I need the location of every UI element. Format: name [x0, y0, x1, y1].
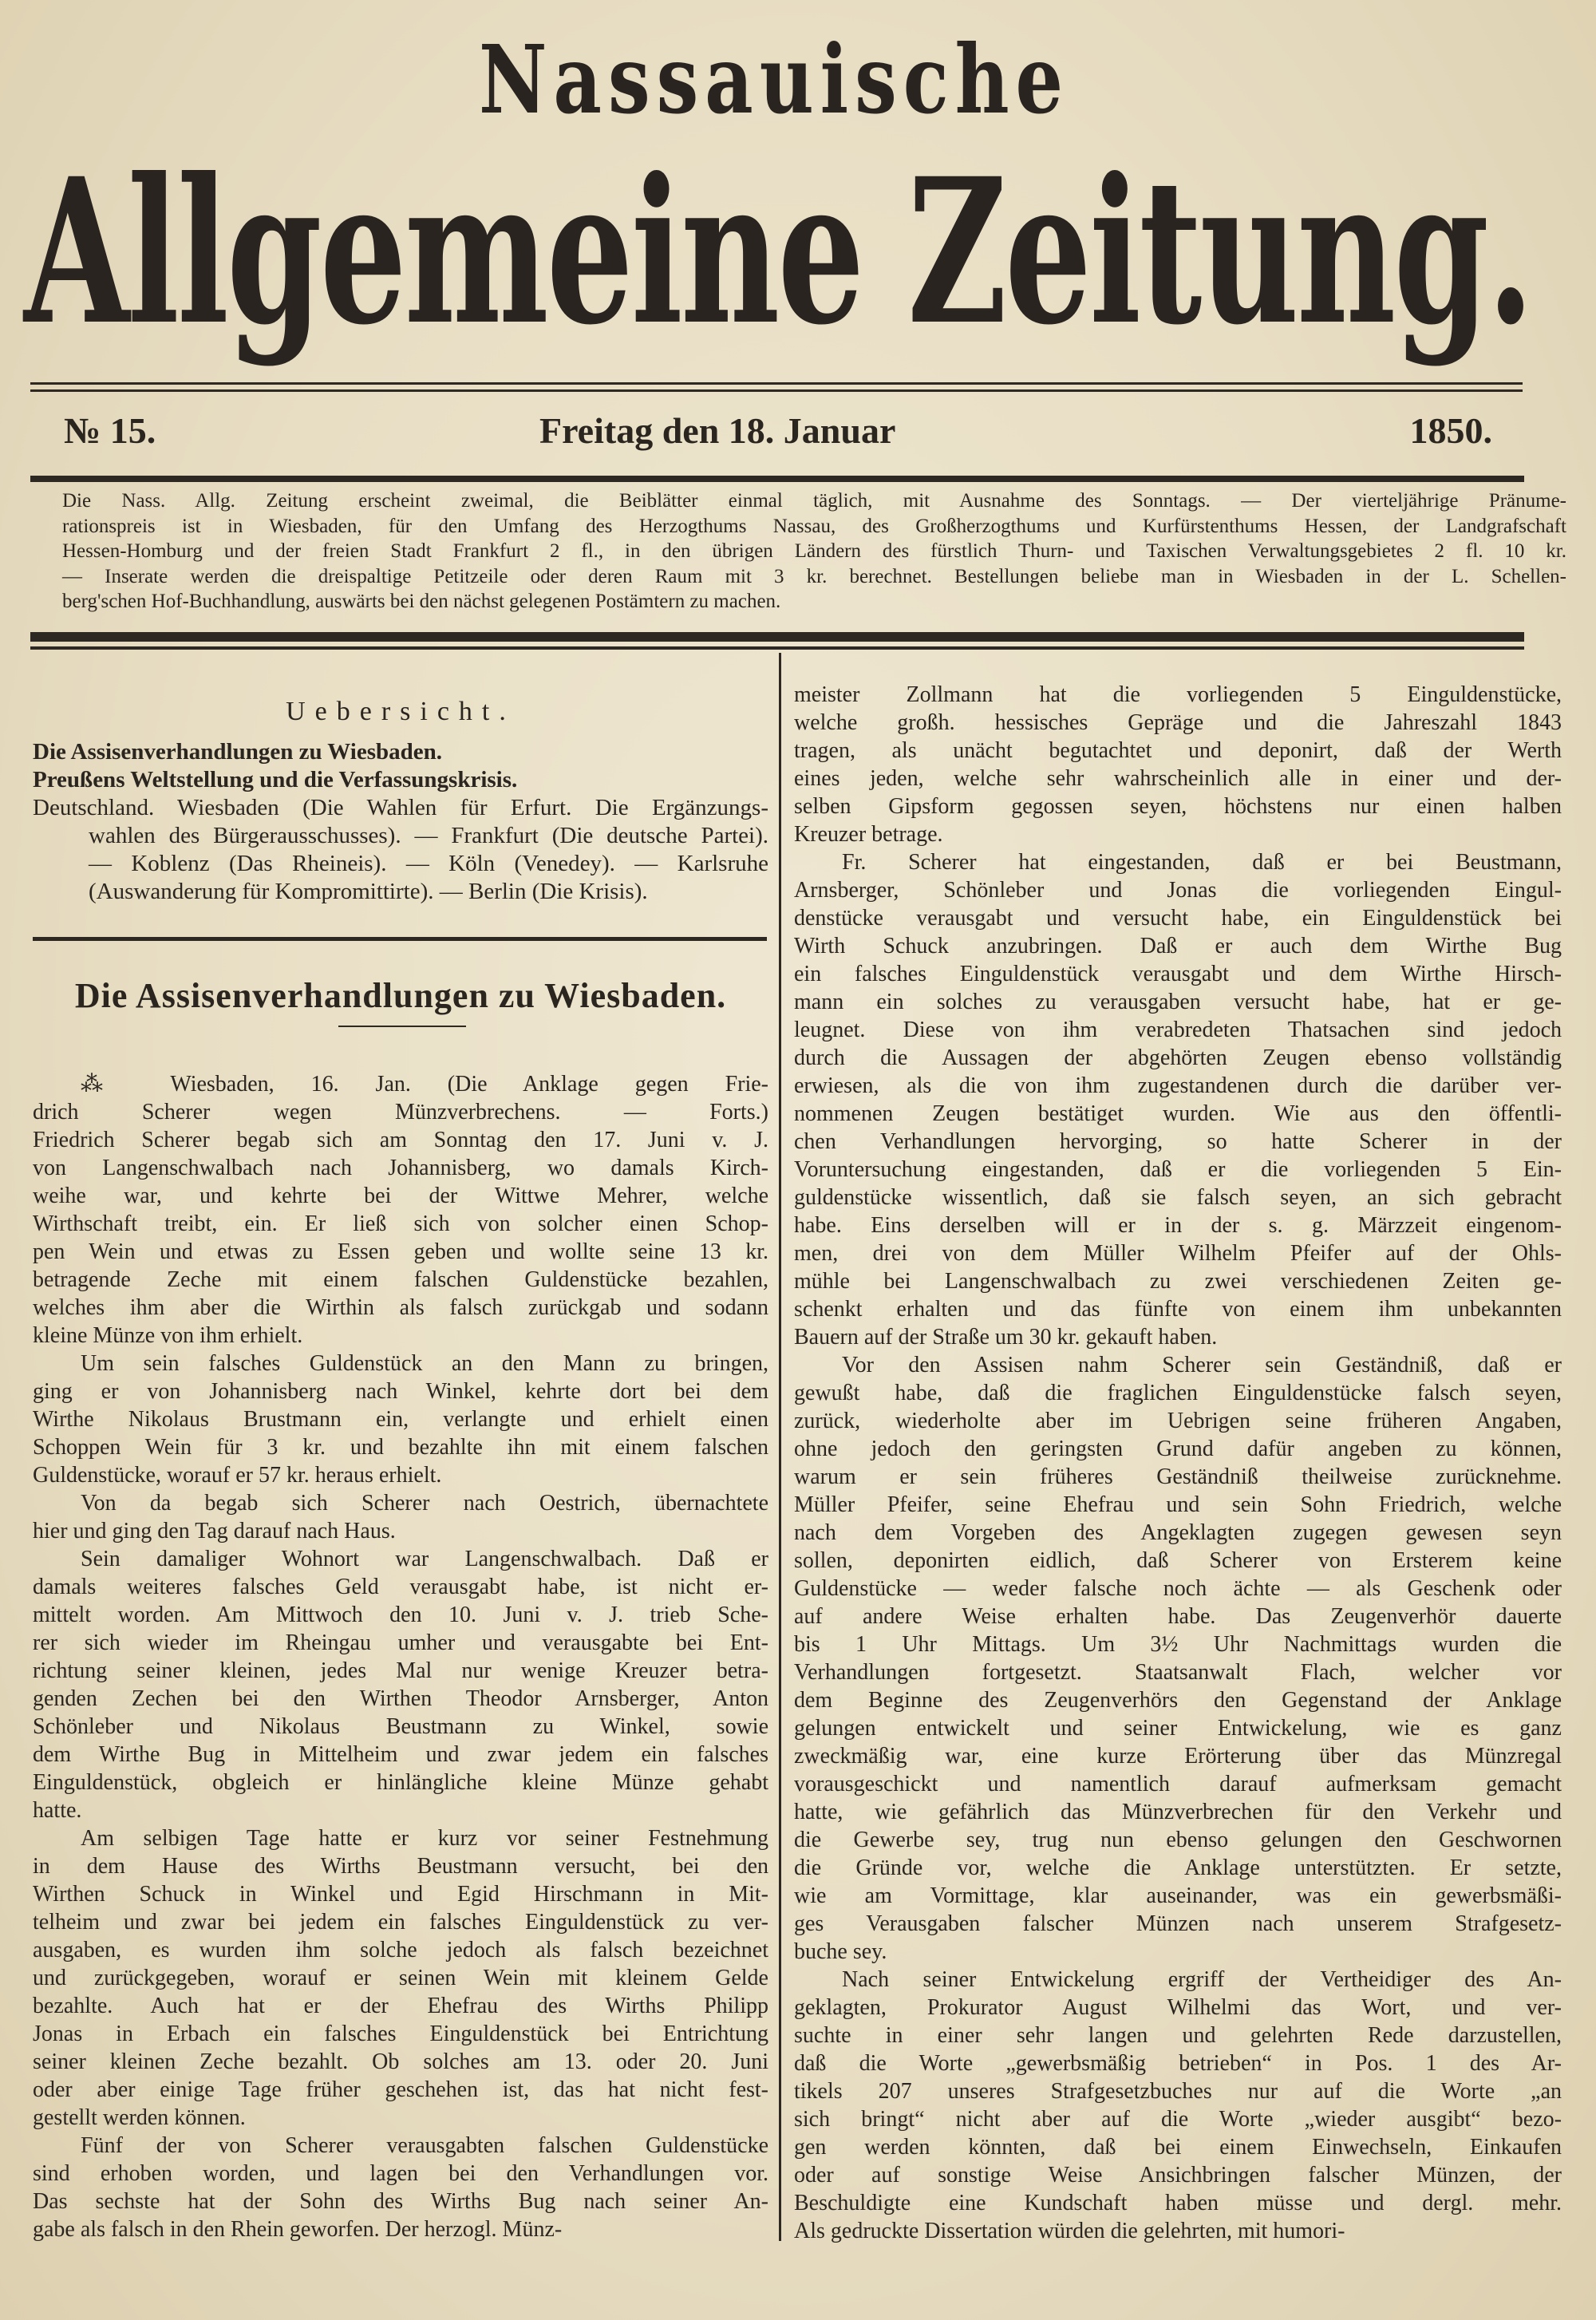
- text-line: nommenen Zeugen bestätiget wurden. Wie aus den öffentli-: [794, 1101, 1562, 1126]
- text-line: rer sich wieder im Rheingau umher und verausgabte bei Ent-: [33, 1630, 768, 1655]
- text-line: oder aber einige Tage früher geschehen ist, das hat nicht fest-: [33, 2077, 768, 2102]
- text-line: selben Gipsform gegossen seyen, höchstens nur einen halben: [794, 794, 1562, 819]
- overview-item: — Koblenz (Das Rheineis). — Köln (Venedey). — Karlsruhe: [89, 851, 768, 876]
- text-line: Fünf der von Scherer verausgabten falschen Guldenstücke: [81, 2133, 768, 2158]
- text-line: bezahlte. Auch hat er der Ehefrau des Wirths Philipp: [33, 1994, 768, 2018]
- info-line: rationspreis ist in Wiesbaden, für den Umfang des Herzogthums Nassau, des Großherzogthums und Kurfürstenthums Hessen, der Landgrafschaft: [62, 515, 1566, 537]
- heading-rule: [338, 1026, 466, 1027]
- info-rule-top: [30, 476, 1524, 482]
- text-line: genden Zechen bei den Wirthen Theodor Arnsberger, Anton: [33, 1686, 768, 1711]
- text-line: geklagten, Prokurator August Wilhelmi das Wort, und ver-: [794, 1995, 1562, 2020]
- overview-item: Preußens Weltstellung und die Verfassungskrisis.: [33, 767, 518, 792]
- text-line: sollen, deponirten eidlich, daß Scherer von Ersterem keine: [794, 1548, 1562, 1573]
- text-line: nach dem Vorgeben des Angeklagten zugegen gewesen seyn: [794, 1520, 1562, 1545]
- text-line: Kreuzer betrage.: [794, 822, 943, 847]
- info-line: berg'schen Hof-Buchhandlung, auswärts bei den nächst gelegenen Postämtern zu machen.: [62, 591, 781, 612]
- text-line: Das sechste hat der Sohn des Wirths Bug nach seiner An-: [33, 2189, 768, 2214]
- text-line: damals weiteres falsches Geld verausgabt habe, ist nicht er-: [33, 1575, 768, 1599]
- text-line: pen Wein und etwas zu Essen geben und wollte seine 13 kr.: [33, 1239, 768, 1264]
- paragraph: [33, 1070, 768, 1350]
- masthead-title: Allgemeine Zeitung.: [24, 134, 1532, 369]
- text-line: warum er sein früheres Geständniß theilweise zurücknehme.: [794, 1464, 1562, 1489]
- text-line: Beschuldigte eine Kundschaft haben müsse und dergl. mehr.: [794, 2191, 1562, 2215]
- text-line: durch die Aussagen der abgehörten Zeugen ebenso vollständig: [794, 1045, 1562, 1070]
- text-line: tragen, als unächt begutachtet und deponirt, daß der Werth: [794, 738, 1562, 763]
- paragraph: [33, 2132, 768, 2243]
- text-line: mann ein solches zu verausgaben versucht habe, hat er ge-: [794, 990, 1562, 1014]
- paragraph: [33, 1824, 768, 2132]
- text-line: kleine Münze von ihm erhielt.: [33, 1323, 303, 1348]
- text-line: zweckmäßig war, eine kurze Erörterung über das Münzregal: [794, 1744, 1562, 1769]
- masthead-rule-bottom: [30, 389, 1523, 392]
- issue-number: № 15.: [64, 410, 156, 451]
- text-line: Wirthen Schuck in Winkel und Egid Hirschmann in Mit-: [33, 1882, 768, 1907]
- text-line: Einguldenstück, obgleich er hinlängliche kleine Münze gehabt: [33, 1770, 768, 1795]
- text-line: Sein damaliger Wohnort war Langenschwalbach. Daß er: [81, 1547, 768, 1571]
- text-line: weihe war, und kehrte bei der Wittwe Mehrer, welche: [33, 1184, 768, 1208]
- overview-title: Uebersicht.: [286, 697, 516, 726]
- text-line: von Langenschwalbach nach Johannisberg, wo damals Kirch-: [33, 1156, 768, 1180]
- text-line: Nach seiner Entwickelung ergriff der Vertheidiger des An-: [842, 1967, 1562, 1992]
- text-line: gewußt habe, daß die fraglichen Einguldenstücke falsch seyen,: [794, 1381, 1562, 1405]
- text-line: telheim und zwar bei jedem ein falsches Einguldenstück zu ver-: [33, 1910, 768, 1935]
- masthead-line1: Nassauische: [479, 24, 1069, 135]
- text-line: Müller Pfeifer, seine Ehefrau und sein Sohn Friedrich, welche: [794, 1492, 1562, 1517]
- text-line: zurück, wiederholte aber im Uebrigen seine früheren Angaben,: [794, 1409, 1562, 1433]
- text-line: Am selbigen Tage hatte er kurz vor seiner Festnehmung: [81, 1826, 768, 1851]
- text-line: ⁂ Wiesbaden, 16. Jan. (Die Anklage gegen Frie-: [81, 1072, 768, 1097]
- text-line: denstücke verausgabt und versucht habe, ein Einguldenstück bei: [794, 906, 1562, 931]
- text-line: sind erhoben worden, und lagen bei den Verhandlungen vor.: [33, 2161, 768, 2186]
- text-line: ges Verausgaben falscher Münzen nach unserem Strafgesetz-: [794, 1911, 1562, 1936]
- text-line: tikels 207 unseres Strafgesetzbuches nur auf die Worte „an: [794, 2079, 1562, 2104]
- text-line: bis 1 Uhr Mittags. Um 3½ Uhr Nachmittags wurden die: [794, 1632, 1562, 1657]
- text-line: erwiesen, als die von ihm zugestandenen durch die darüber ver-: [794, 1073, 1562, 1098]
- article-column-left: [33, 1070, 768, 2243]
- paragraph: [794, 848, 1562, 1351]
- info-rule-bottom-thick: [30, 632, 1524, 642]
- dateline: [64, 411, 1492, 451]
- text-line: Guldenstücke, worauf er 57 kr. heraus erhielt.: [33, 1463, 442, 1488]
- text-line: chen Verhandlungen hervorging, so hatte Scherer in der: [794, 1129, 1562, 1154]
- text-line: meister Zollmann hat die vorliegenden 5 Einguldenstücke,: [794, 682, 1562, 707]
- article-column-right: [794, 681, 1562, 2245]
- info-line: Die Nass. Allg. Zeitung erscheint zweimal, die Beiblätter einmal täglich, mit Ausnahme des Sonntags. — Der vierteljährige Pränume-: [62, 490, 1566, 512]
- text-line: hier und ging den Tag darauf nach Haus.: [33, 1519, 396, 1543]
- text-line: Vor den Assisen nahm Scherer sein Geständniß, daß er: [842, 1353, 1562, 1377]
- text-line: Arnsberger, Schönleber und Jonas die vorliegenden Eingul-: [794, 878, 1562, 903]
- text-line: die Gründe vor, welche die Anklage unterstützten. Er setzte,: [794, 1856, 1562, 1880]
- text-line: Schönleber und Nikolaus Beustmann zu Winkel, sowie: [33, 1714, 768, 1739]
- text-line: ohne jedoch den geringsten Grund dafür angeben zu können,: [794, 1437, 1562, 1461]
- column-divider: [779, 653, 781, 2241]
- text-line: vorausgeschickt und namentlich darauf aufmerksam gemacht: [794, 1772, 1562, 1796]
- overview-item: Deutschland. Wiesbaden (Die Wahlen für Erfurt. Die Ergänzungs-: [33, 795, 768, 820]
- text-line: Fr. Scherer hat eingestanden, daß er bei Beustmann,: [842, 850, 1562, 875]
- paragraph: [33, 1545, 768, 1824]
- text-line: daß die Worte „gewerbsmäßig betrieben“ in Pos. 1 des Ar-: [794, 2051, 1562, 2076]
- text-line: oder auf sonstige Weise Ansichbringen falscher Münzen, der: [794, 2163, 1562, 2188]
- info-line: — Inserate werden die dreispaltige Petitzeile oder deren Raum mit 3 kr. berechnet. Bestellungen beliebe man in Wiesbaden in der L. Schellen-: [62, 565, 1566, 587]
- text-line: Voruntersuchung eingestanden, daß er die vorliegenden 5 Ein-: [794, 1157, 1562, 1182]
- text-line: Wirth Schuck anzubringen. Daß er auch dem Wirthe Bug: [794, 934, 1562, 958]
- text-line: Von da begab sich Scherer nach Oestrich, übernachtete: [81, 1491, 768, 1516]
- text-line: auf andere Weise erhalten habe. Das Zeugenverhör dauerte: [794, 1604, 1562, 1629]
- text-line: gen werden könnten, daß bei einem Einwechseln, Einkaufen: [794, 2135, 1562, 2160]
- text-line: mühle bei Langenschwalbach zu zwei verschiedenen Zeiten ge-: [794, 1269, 1562, 1294]
- text-line: Bauern auf der Straße um 30 kr. gekauft haben.: [794, 1325, 1218, 1350]
- text-line: Um sein falsches Guldenstück an den Mann zu bringen,: [81, 1351, 768, 1376]
- overview-item: Die Assisenverhandlungen zu Wiesbaden.: [33, 739, 442, 765]
- text-line: welches ihm aber die Wirthin als falsch zurückgab und sodann: [33, 1295, 768, 1320]
- text-line: Schoppen Wein für 3 kr. und bezahlte ihn mit einem falschen: [33, 1435, 768, 1460]
- info-line: Hessen-Homburg und der freien Stadt Frankfurt 2 fl., in den übrigen Ländern des fürstlich Thurn- und Taxischen Verwaltungsgebietes 2 fl. 10 kr.: [62, 540, 1566, 562]
- text-line: Guldenstücke — weder falsche noch ächte — als Geschenk oder: [794, 1576, 1562, 1601]
- text-line: habe. Eins derselben will er in der s. g. Märzzeit eingenom-: [794, 1213, 1562, 1238]
- text-line: die Gewerbe sey, trug nun ebenso gelungen den Geschwornen: [794, 1828, 1562, 1852]
- text-line: gestellt werden können.: [33, 2105, 246, 2130]
- text-line: guldenstücke wissentlich, daß sie falsch seyen, an sich gebracht: [794, 1185, 1562, 1210]
- text-line: leugnet. Diese von ihm verabredeten Thatsachen sind jedoch: [794, 1018, 1562, 1042]
- overview-rule: [33, 937, 767, 941]
- text-line: in dem Hause des Wirths Beustmann versucht, bei den: [33, 1854, 768, 1879]
- paragraph: [794, 681, 1562, 848]
- masthead-title-box: [24, 134, 1532, 369]
- text-line: men, drei von dem Müller Wilhelm Pfeifer auf der Ohls-: [794, 1241, 1562, 1266]
- text-line: drich Scherer wegen Münzverbrechens. — Forts.): [33, 1100, 768, 1124]
- text-line: buche sey.: [794, 1939, 887, 1964]
- paragraph: [794, 1351, 1562, 1966]
- text-line: hatte, wie gefährlich das Münzverbrechen für den Verkehr und: [794, 1800, 1562, 1824]
- text-line: ausgaben, es wurden ihm solche jedoch als falsch bezeichnet: [33, 1938, 768, 1962]
- text-line: sich bringt“ nicht aber auf die Worte „wieder ausgibt“ bezo-: [794, 2107, 1562, 2132]
- paragraph: [33, 1489, 768, 1545]
- issue-date: Freitag den 18. Januar: [539, 410, 896, 451]
- text-line: schenkt erhalten und das fünfte von einem ihm unbekannten: [794, 1297, 1562, 1322]
- text-line: wie am Vormittage, klar auseinander, was ein gewerbsmäßi-: [794, 1883, 1562, 1908]
- overview-item: (Auswanderung für Kompromittirte). — Berlin (Die Krisis).: [89, 879, 648, 904]
- text-line: welche großh. hessisches Gepräge und die Jahreszahl 1843: [794, 710, 1562, 735]
- paragraph: [794, 1966, 1562, 2245]
- text-line: seiner kleinen Zeche bezahlt. Ob solches am 13. oder 20. Juni: [33, 2049, 768, 2074]
- text-line: gelungen entwickelt und seiner Entwickelung, wie es ganz: [794, 1716, 1562, 1741]
- issue-year: 1850.: [1409, 410, 1492, 451]
- text-line: betragende Zeche mit einem falschen Guldenstücke bezahlen,: [33, 1267, 768, 1292]
- overview-item: wahlen des Bürgerausschusses). — Frankfurt (Die deutsche Partei).: [89, 823, 768, 848]
- text-line: Verhandlungen fortgesetzt. Staatsanwalt Flach, welcher vor: [794, 1660, 1562, 1685]
- masthead-line1-box: [479, 24, 1069, 136]
- subscription-info: [62, 488, 1566, 615]
- text-line: eines jeden, welche sehr wahrscheinlich alle in einer und der-: [794, 766, 1562, 791]
- text-line: gabe als falsch in den Rhein geworfen. Der herzogl. Münz-: [33, 2217, 563, 2242]
- text-line: ging er von Johannisberg nach Winkel, kehrte dort bei dem: [33, 1379, 768, 1404]
- text-line: richtung seiner kleinen, jedes Mal nur wenige Kreuzer betra-: [33, 1658, 768, 1683]
- overview-list: [33, 738, 768, 906]
- masthead-rule-top: [30, 382, 1523, 385]
- text-line: suchte in einer sehr langen und gelehrten Rede darzustellen,: [794, 2023, 1562, 2048]
- text-line: hatte.: [33, 1798, 82, 1823]
- text-line: Als gedruckte Dissertation würden die gelehrten, mit humori-: [794, 2219, 1345, 2243]
- text-line: Wirthschaft treibt, ein. Er ließ sich von solcher einen Schop-: [33, 1211, 768, 1236]
- paragraph: [33, 1350, 768, 1489]
- text-line: dem Beginne des Zeugenverhörs den Gegenstand der Anklage: [794, 1688, 1562, 1713]
- text-line: Wirthe Nikolaus Brustmann ein, verlangte und erhielt einen: [33, 1407, 768, 1432]
- text-line: Jonas in Erbach ein falsches Einguldenstück bei Entrichtung: [33, 2022, 768, 2046]
- text-line: dem Wirthe Bug in Mittelheim und zwar jedem ein falsches: [33, 1742, 768, 1767]
- text-line: und zurückgegeben, worauf er seinen Wein mit kleinem Gelde: [33, 1966, 768, 1990]
- text-line: mittelt worden. Am Mittwoch den 10. Juni v. J. trieb Sche-: [33, 1603, 768, 1627]
- text-line: ein falsches Einguldenstück verausgabt und dem Wirthe Hirsch-: [794, 962, 1562, 986]
- article-heading: Die Assisenverhandlungen zu Wiesbaden.: [74, 976, 727, 1015]
- text-line: Friedrich Scherer begab sich am Sonntag den 17. Juni v. J.: [33, 1128, 768, 1152]
- info-rule-bottom-thin: [30, 646, 1524, 650]
